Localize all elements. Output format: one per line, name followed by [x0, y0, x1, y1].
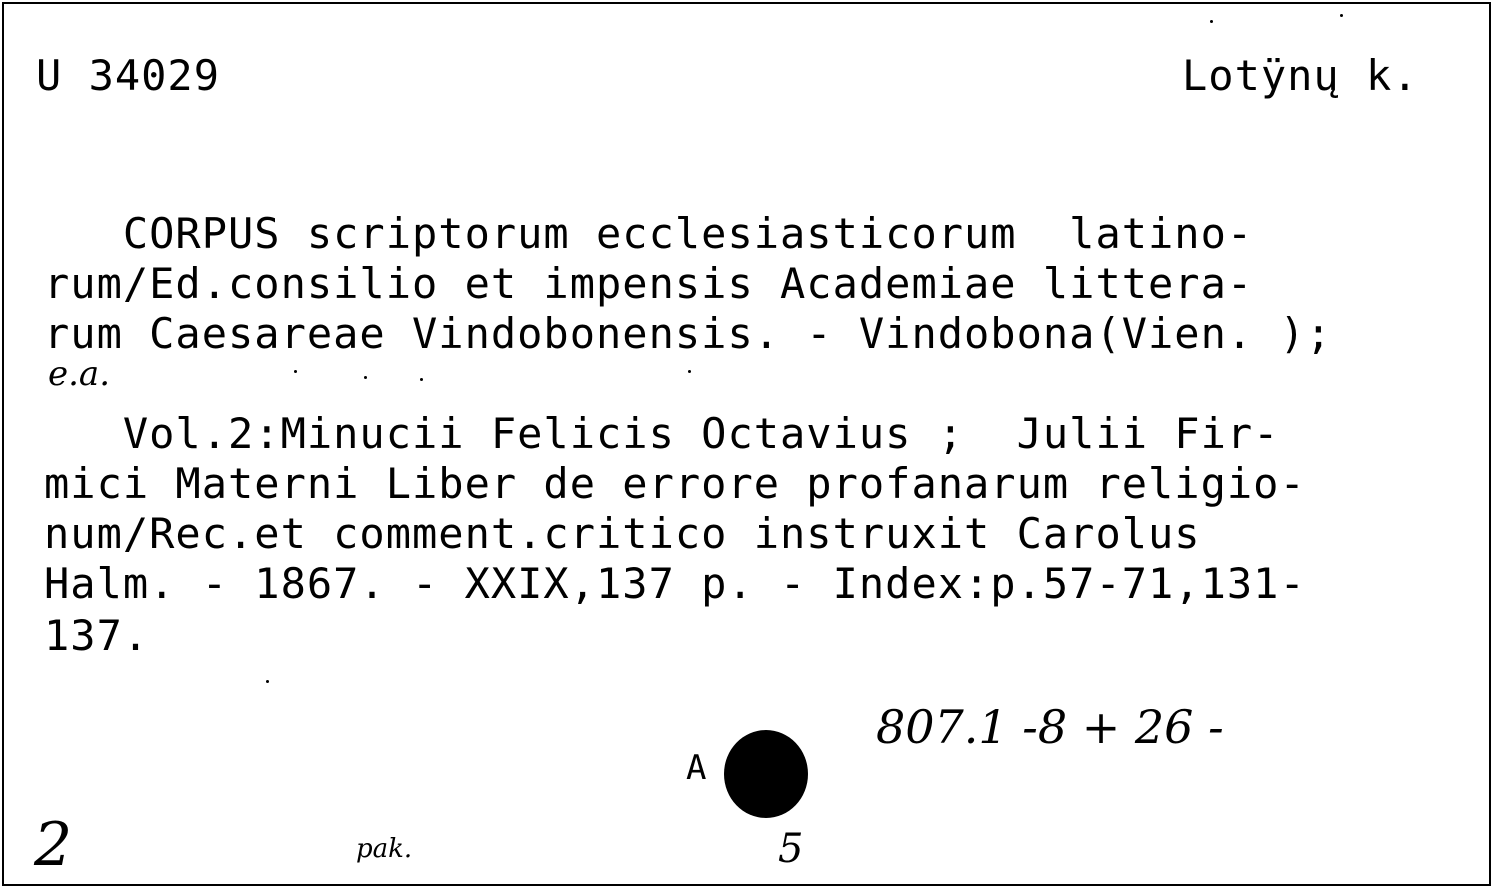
entry-line-9: 137.: [44, 611, 150, 660]
call-number: U 34029: [36, 51, 221, 100]
entry-line-8: Halm. - 1867. - XXIX,137 p. - Index:p.57-71,131-: [44, 559, 1306, 608]
speck: [1210, 20, 1213, 23]
speck: [364, 376, 367, 379]
catalog-card: [2, 2, 1491, 886]
punch-hole-dot: [724, 730, 808, 818]
classification-number: 807.1 -8 + 26 -: [876, 700, 1224, 754]
entry-line-7: num/Rec.et comment.critico instruxit Carolus: [44, 509, 1201, 558]
entry-line-1: CORPUS scriptorum ecclesiasticorum latino-: [44, 209, 1254, 258]
entry-line-6: mici Materni Liber de errore profanarum religio-: [44, 459, 1306, 508]
speck: [420, 378, 423, 381]
bottom-left-number: 2: [34, 810, 73, 880]
speck: [294, 370, 297, 373]
entry-line-5: Vol.2:Minucii Felicis Octavius ; Julii Fir-: [44, 409, 1280, 458]
marker-letter: A: [686, 748, 708, 788]
speck: [688, 370, 691, 373]
entry-line-4-handwritten: e.a.: [48, 354, 111, 394]
entry-line-2: rum/Ed.consilio et impensis Academiae littera-: [44, 259, 1254, 308]
speck: [266, 680, 269, 683]
bottom-number: 5: [778, 826, 804, 872]
speck: [1340, 14, 1343, 17]
language-label: Lotÿnų k.: [1182, 51, 1419, 100]
entry-line-3: rum Caesareae Vindobonensis. - Vindobona(Vien. );: [44, 309, 1333, 358]
bottom-note: pak.: [356, 834, 413, 864]
